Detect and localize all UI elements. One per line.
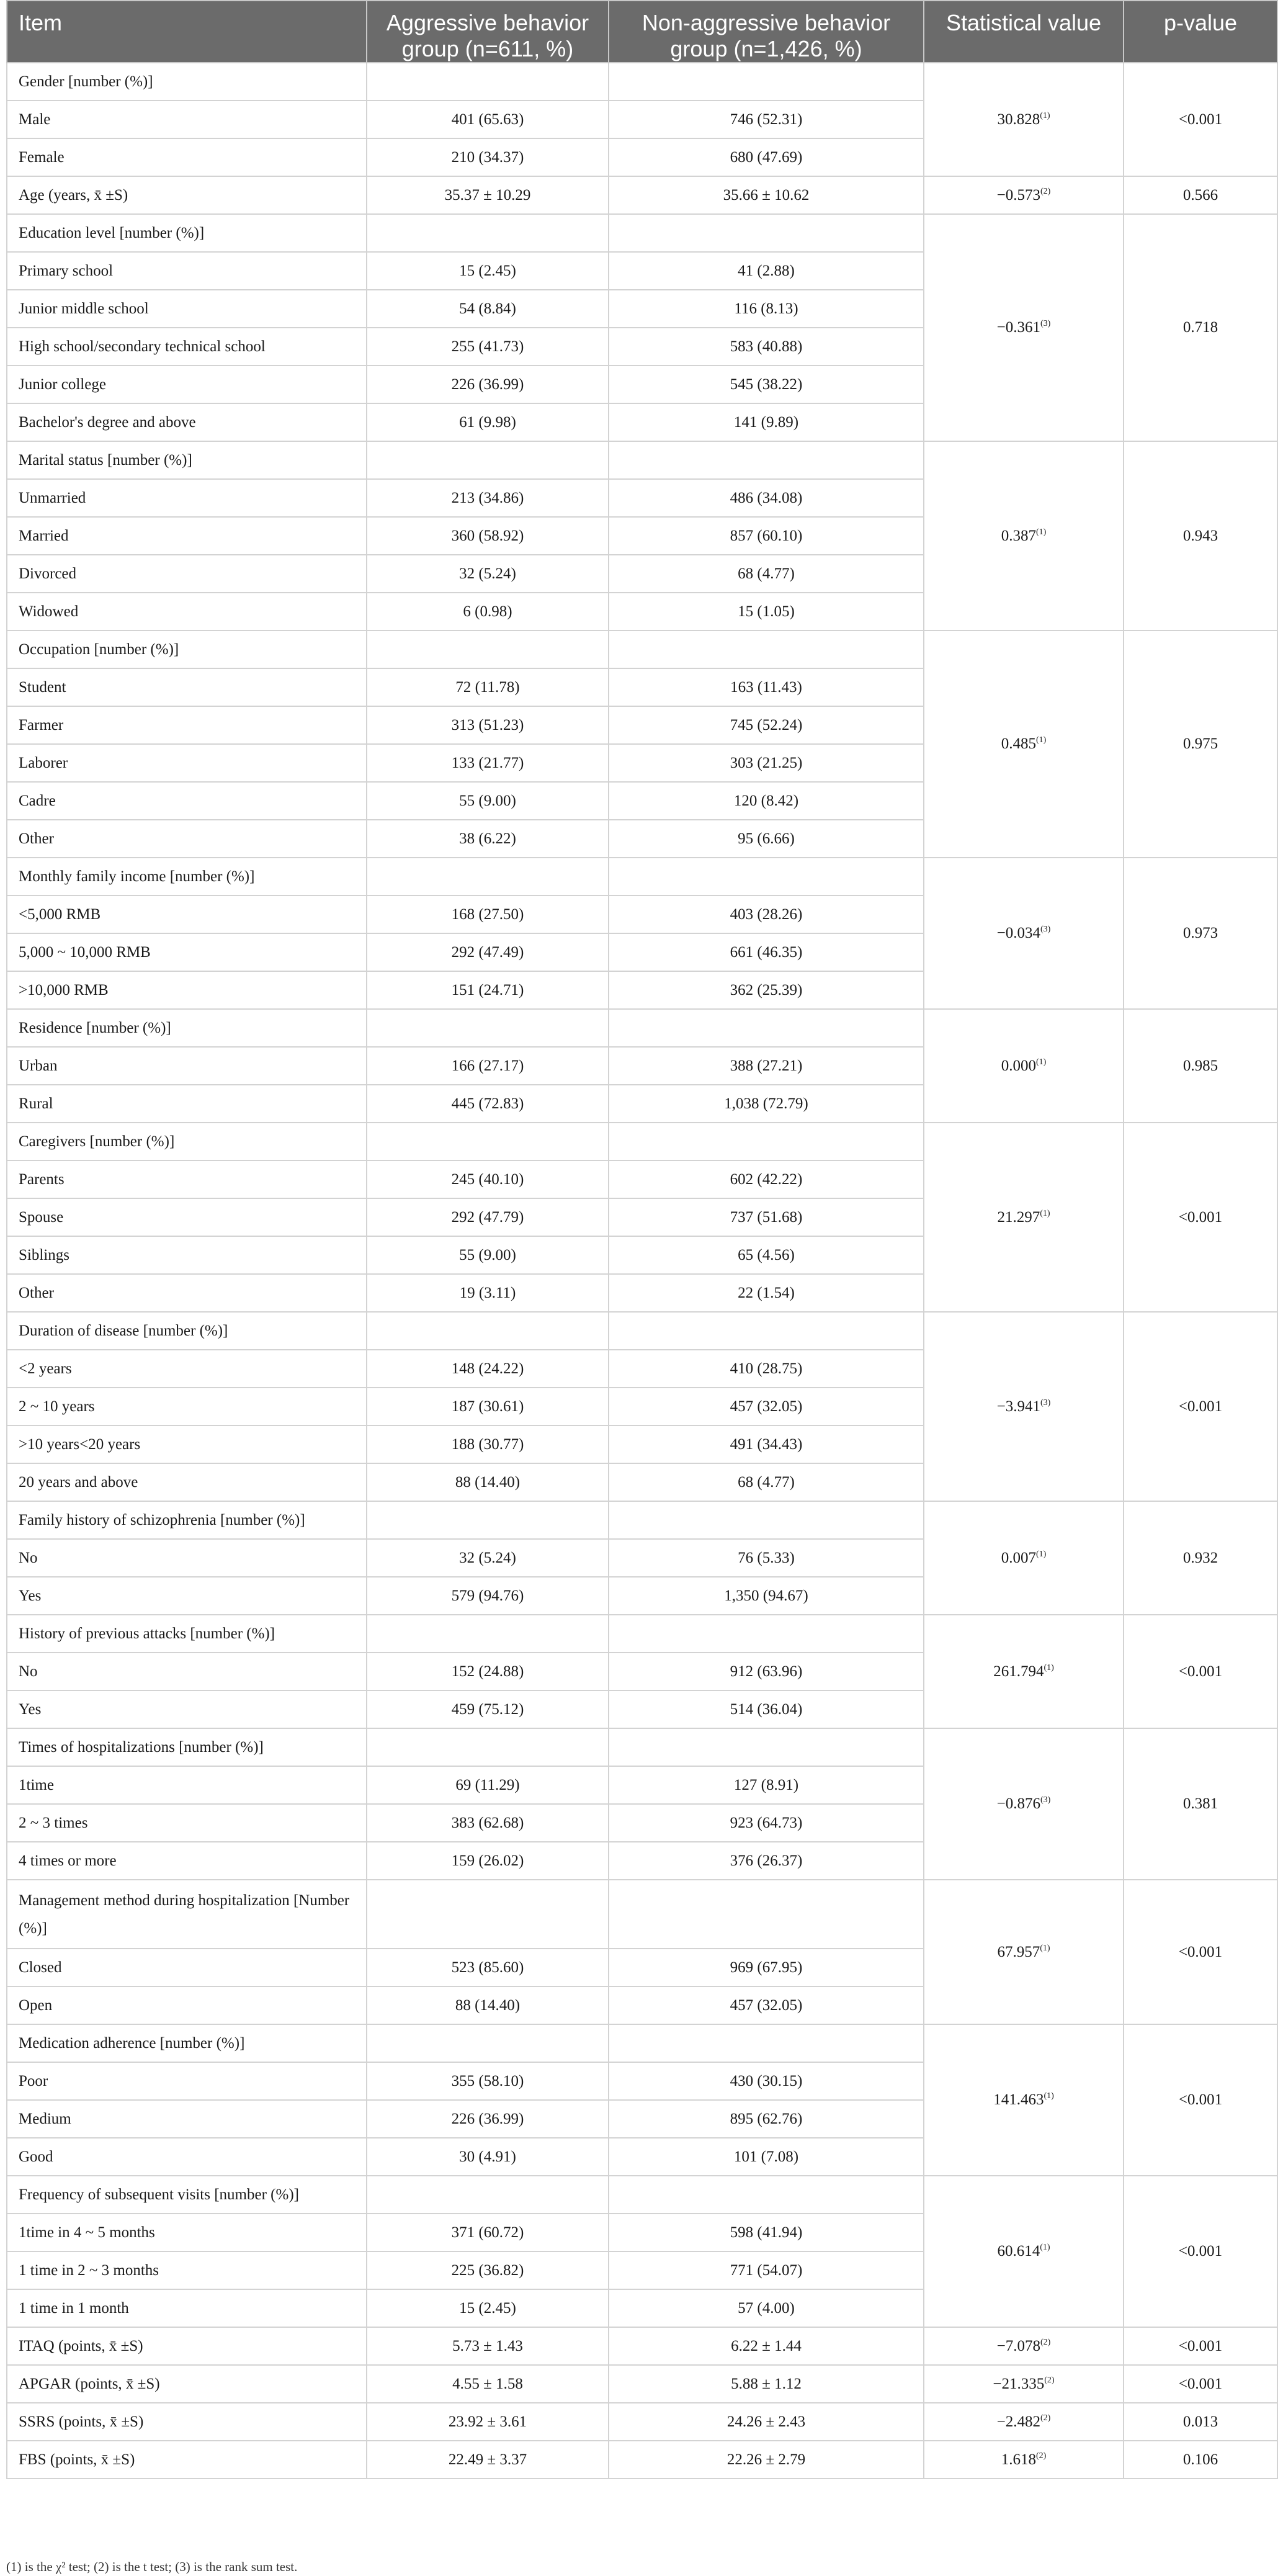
row-label: Good <box>7 2138 367 2176</box>
statistical-value-cell <box>924 441 1124 631</box>
aggressive-value: 148 (24.22) <box>367 1350 609 1388</box>
table-row <box>7 214 1277 252</box>
aggressive-value: 55 (9.00) <box>367 1236 609 1274</box>
table-row <box>7 2327 1277 2365</box>
row-label: Age (years, x̄ ±S) <box>7 176 367 214</box>
aggressive-value: 383 (62.68) <box>367 1804 609 1842</box>
table-container <box>6 0 1277 2479</box>
nonaggressive-value: 583 (40.88) <box>609 328 924 366</box>
statistical-value-cell <box>924 2441 1124 2479</box>
table-row <box>7 2403 1277 2441</box>
nonaggressive-value: 68 (4.77) <box>609 555 924 593</box>
aggressive-value <box>367 1728 609 1766</box>
aggressive-value: 245 (40.10) <box>367 1160 609 1198</box>
statistical-value: 261.794 <box>993 1663 1044 1680</box>
aggressive-value: 523 (85.60) <box>367 1949 609 1986</box>
p-value: 0.566 <box>1124 176 1277 214</box>
nonaggressive-value: 388 (27.21) <box>609 1047 924 1085</box>
header-item: Item <box>7 1 367 63</box>
aggressive-value: 401 (65.63) <box>367 101 609 138</box>
row-label: 1time in 4 ~ 5 months <box>7 2214 367 2251</box>
aggressive-value <box>367 858 609 895</box>
row-label: Male <box>7 101 367 138</box>
row-label: Closed <box>7 1949 367 1986</box>
aggressive-value: 579 (94.76) <box>367 1577 609 1615</box>
row-label: Gender [number (%)] <box>7 63 367 101</box>
p-value: 0.381 <box>1124 1728 1277 1880</box>
test-type-marker: (1) <box>1035 527 1047 537</box>
aggressive-value: 226 (36.99) <box>367 366 609 403</box>
nonaggressive-value: 486 (34.08) <box>609 479 924 517</box>
table-header <box>7 1 1277 63</box>
aggressive-value: 15 (2.45) <box>367 2289 609 2327</box>
row-label: Urban <box>7 1047 367 1085</box>
nonaggressive-value: 41 (2.88) <box>609 252 924 290</box>
aggressive-value <box>367 2024 609 2062</box>
nonaggressive-value: 57 (4.00) <box>609 2289 924 2327</box>
nonaggressive-value: 746 (52.31) <box>609 101 924 138</box>
nonaggressive-value <box>609 214 924 252</box>
aggressive-value <box>367 1312 609 1350</box>
test-type-marker: (3) <box>1040 1398 1051 1407</box>
nonaggressive-value: 376 (26.37) <box>609 1842 924 1880</box>
aggressive-value <box>367 441 609 479</box>
test-type-marker: (1) <box>1035 735 1047 745</box>
row-label: Occupation [number (%)] <box>7 631 367 668</box>
row-label: 5,000 ~ 10,000 RMB <box>7 933 367 971</box>
statistical-value: 1.618 <box>1001 2451 1036 2468</box>
row-label: No <box>7 1539 367 1577</box>
row-label: Junior college <box>7 366 367 403</box>
statistical-value-cell <box>924 2024 1124 2176</box>
test-type-marker: (3) <box>1040 925 1051 934</box>
test-type-marker: (3) <box>1040 1795 1051 1805</box>
header-aggressive-line2: group (n=611, %) <box>401 36 574 61</box>
header-nonaggressive-group <box>609 1 924 63</box>
aggressive-value <box>367 214 609 252</box>
aggressive-value: 88 (14.40) <box>367 1986 609 2024</box>
nonaggressive-value: 116 (8.13) <box>609 290 924 328</box>
statistical-value-cell <box>924 631 1124 858</box>
row-label: Family history of schizophrenia [number (%)] <box>7 1501 367 1539</box>
row-label: Education level [number (%)] <box>7 214 367 252</box>
aggressive-value <box>367 1123 609 1160</box>
nonaggressive-value <box>609 63 924 101</box>
row-label: Medium <box>7 2100 367 2138</box>
row-label: Monthly family income [number (%)] <box>7 858 367 895</box>
nonaggressive-value: 22.26 ± 2.79 <box>609 2441 924 2479</box>
row-label: Other <box>7 820 367 858</box>
table-row <box>7 2176 1277 2214</box>
p-value: <0.001 <box>1124 2024 1277 2176</box>
row-label: Poor <box>7 2062 367 2100</box>
nonaggressive-value: 895 (62.76) <box>609 2100 924 2138</box>
statistical-value: −2.482 <box>996 2413 1041 2430</box>
table-row <box>7 1728 1277 1766</box>
aggressive-value: 187 (30.61) <box>367 1388 609 1425</box>
statistical-value: 0.387 <box>1001 527 1036 544</box>
test-type-marker: (2) <box>1040 2413 1051 2423</box>
nonaggressive-value: 6.22 ± 1.44 <box>609 2327 924 2365</box>
test-type-marker: (1) <box>1044 2091 1054 2101</box>
test-type-marker: (1) <box>1040 1944 1050 1953</box>
table-row <box>7 441 1277 479</box>
nonaggressive-value: 24.26 ± 2.43 <box>609 2403 924 2441</box>
p-value: <0.001 <box>1124 63 1277 176</box>
header-aggressive-line1: Aggressive behavior <box>386 10 589 35</box>
statistical-value: 141.463 <box>993 2091 1044 2108</box>
test-type-marker: (2) <box>1040 2337 1051 2347</box>
nonaggressive-value: 1,350 (94.67) <box>609 1577 924 1615</box>
row-label: Laborer <box>7 744 367 782</box>
aggressive-value: 54 (8.84) <box>367 290 609 328</box>
test-type-marker: (2) <box>1035 2451 1047 2461</box>
nonaggressive-value: 457 (32.05) <box>609 1986 924 2024</box>
aggressive-value: 22.49 ± 3.37 <box>367 2441 609 2479</box>
nonaggressive-value: 745 (52.24) <box>609 706 924 744</box>
p-value: 0.975 <box>1124 631 1277 858</box>
nonaggressive-value: 602 (42.22) <box>609 1160 924 1198</box>
table-row <box>7 631 1277 668</box>
nonaggressive-value <box>609 441 924 479</box>
p-value: 0.718 <box>1124 214 1277 441</box>
nonaggressive-value: 430 (30.15) <box>609 2062 924 2100</box>
statistical-value: −21.335 <box>993 2375 1045 2392</box>
aggressive-value: 15 (2.45) <box>367 252 609 290</box>
aggressive-value: 188 (30.77) <box>367 1425 609 1463</box>
test-type-marker: (2) <box>1040 186 1051 196</box>
statistical-value: 21.297 <box>997 1208 1040 1226</box>
row-label: Rural <box>7 1085 367 1123</box>
nonaggressive-value: 141 (9.89) <box>609 403 924 441</box>
aggressive-value: 151 (24.71) <box>367 971 609 1009</box>
header-nonaggressive-line2: group (n=1,426, %) <box>670 36 862 61</box>
nonaggressive-value: 661 (46.35) <box>609 933 924 971</box>
aggressive-value <box>367 1615 609 1653</box>
row-label: 1time <box>7 1766 367 1804</box>
aggressive-value: 35.37 ± 10.29 <box>367 176 609 214</box>
aggressive-value: 152 (24.88) <box>367 1653 609 1690</box>
statistical-value: −7.078 <box>996 2337 1041 2354</box>
p-value: 0.106 <box>1124 2441 1277 2479</box>
row-label: <2 years <box>7 1350 367 1388</box>
row-label: Farmer <box>7 706 367 744</box>
aggressive-value: 159 (26.02) <box>367 1842 609 1880</box>
p-value: <0.001 <box>1124 2327 1277 2365</box>
statistical-value: −0.876 <box>996 1795 1041 1812</box>
nonaggressive-value: 95 (6.66) <box>609 820 924 858</box>
nonaggressive-value: 76 (5.33) <box>609 1539 924 1577</box>
statistical-value-cell <box>924 2403 1124 2441</box>
row-label: 2 ~ 10 years <box>7 1388 367 1425</box>
aggressive-value: 226 (36.99) <box>367 2100 609 2138</box>
statistical-value: 0.000 <box>1001 1057 1036 1074</box>
table-row <box>7 1312 1277 1350</box>
nonaggressive-value: 163 (11.43) <box>609 668 924 706</box>
aggressive-value: 32 (5.24) <box>367 1539 609 1577</box>
row-label: Frequency of subsequent visits [number (%)] <box>7 2176 367 2214</box>
aggressive-value: 38 (6.22) <box>367 820 609 858</box>
p-value: <0.001 <box>1124 2176 1277 2327</box>
nonaggressive-value: 737 (51.68) <box>609 1198 924 1236</box>
statistical-value: −0.573 <box>996 186 1041 204</box>
row-label: Management method during hospitalization [Number (%)] <box>7 1880 367 1949</box>
p-value: 0.973 <box>1124 858 1277 1009</box>
row-label: 1 time in 1 month <box>7 2289 367 2327</box>
statistical-value-cell <box>924 63 1124 176</box>
nonaggressive-value <box>609 2024 924 2062</box>
aggressive-value: 88 (14.40) <box>367 1463 609 1501</box>
p-value: 0.943 <box>1124 441 1277 631</box>
aggressive-value: 445 (72.83) <box>367 1085 609 1123</box>
row-label: Cadre <box>7 782 367 820</box>
statistical-value-cell <box>924 858 1124 1009</box>
statistical-value-cell <box>924 1009 1124 1123</box>
test-type-marker: (2) <box>1044 2375 1055 2385</box>
test-type-marker: (3) <box>1040 319 1051 328</box>
header-row <box>7 1 1277 63</box>
row-label: Primary school <box>7 252 367 290</box>
aggressive-value: 5.73 ± 1.43 <box>367 2327 609 2365</box>
nonaggressive-value: 1,038 (72.79) <box>609 1085 924 1123</box>
aggressive-value: 292 (47.79) <box>367 1198 609 1236</box>
header-nonaggressive-line1: Non-aggressive behavior <box>642 10 891 35</box>
statistical-value-cell <box>924 2365 1124 2403</box>
nonaggressive-value: 491 (34.43) <box>609 1425 924 1463</box>
nonaggressive-value <box>609 1123 924 1160</box>
table-row <box>7 2365 1277 2403</box>
nonaggressive-value: 598 (41.94) <box>609 2214 924 2251</box>
row-label: 2 ~ 3 times <box>7 1804 367 1842</box>
aggressive-value: 69 (11.29) <box>367 1766 609 1804</box>
nonaggressive-value: 101 (7.08) <box>609 2138 924 2176</box>
table-row <box>7 1501 1277 1539</box>
table-row <box>7 1615 1277 1653</box>
row-label: Divorced <box>7 555 367 593</box>
aggressive-value: 133 (21.77) <box>367 744 609 782</box>
aggressive-value: 61 (9.98) <box>367 403 609 441</box>
row-label: Open <box>7 1986 367 2024</box>
aggressive-value <box>367 1501 609 1539</box>
row-label: APGAR (points, x̄ ±S) <box>7 2365 367 2403</box>
statistical-value: 60.614 <box>997 2243 1040 2260</box>
statistical-value-cell <box>924 214 1124 441</box>
test-type-marker: (1) <box>1040 110 1050 120</box>
test-type-marker: (1) <box>1035 1057 1047 1067</box>
row-label: Yes <box>7 1690 367 1728</box>
statistical-value-cell <box>924 1728 1124 1880</box>
p-value: <0.001 <box>1124 1312 1277 1501</box>
aggressive-value: 210 (34.37) <box>367 138 609 176</box>
nonaggressive-value: 65 (4.56) <box>609 1236 924 1274</box>
nonaggressive-value: 35.66 ± 10.62 <box>609 176 924 214</box>
aggressive-value <box>367 1009 609 1047</box>
statistical-value: 0.485 <box>1001 735 1036 752</box>
nonaggressive-value: 403 (28.26) <box>609 895 924 933</box>
statistical-value-cell <box>924 1615 1124 1728</box>
aggressive-value: 371 (60.72) <box>367 2214 609 2251</box>
row-label: Widowed <box>7 593 367 631</box>
statistical-value: −0.361 <box>996 319 1041 336</box>
statistical-value: 67.957 <box>997 1944 1040 1960</box>
statistical-value-cell <box>924 2327 1124 2365</box>
aggressive-value: 32 (5.24) <box>367 555 609 593</box>
aggressive-value <box>367 1880 609 1949</box>
p-value: 0.932 <box>1124 1501 1277 1615</box>
row-label: Married <box>7 517 367 555</box>
nonaggressive-value <box>609 1312 924 1350</box>
row-label: Parents <box>7 1160 367 1198</box>
aggressive-value: 360 (58.92) <box>367 517 609 555</box>
aggressive-value: 225 (36.82) <box>367 2251 609 2289</box>
row-label: >10 years<20 years <box>7 1425 367 1463</box>
aggressive-value: 23.92 ± 3.61 <box>367 2403 609 2441</box>
statistical-value-cell <box>924 2176 1124 2327</box>
table-row <box>7 1880 1277 1949</box>
nonaggressive-value: 771 (54.07) <box>609 2251 924 2289</box>
nonaggressive-value: 545 (38.22) <box>609 366 924 403</box>
aggressive-value: 292 (47.49) <box>367 933 609 971</box>
row-label: Unmarried <box>7 479 367 517</box>
p-value: <0.001 <box>1124 2365 1277 2403</box>
nonaggressive-value: 68 (4.77) <box>609 1463 924 1501</box>
statistical-value-cell <box>924 1501 1124 1615</box>
statistical-value: 0.007 <box>1001 1549 1036 1566</box>
nonaggressive-value: 5.88 ± 1.12 <box>609 2365 924 2403</box>
nonaggressive-value: 923 (64.73) <box>609 1804 924 1842</box>
aggressive-value: 166 (27.17) <box>367 1047 609 1085</box>
row-label: Student <box>7 668 367 706</box>
statistical-value-cell <box>924 176 1124 214</box>
row-label: Medication adherence [number (%)] <box>7 2024 367 2062</box>
nonaggressive-value <box>609 858 924 895</box>
nonaggressive-value: 22 (1.54) <box>609 1274 924 1312</box>
table-row <box>7 858 1277 895</box>
aggressive-value: 213 (34.86) <box>367 479 609 517</box>
row-label: Yes <box>7 1577 367 1615</box>
row-label: FBS (points, x̄ ±S) <box>7 2441 367 2479</box>
table-row <box>7 1123 1277 1160</box>
aggressive-value: 355 (58.10) <box>367 2062 609 2100</box>
p-value: <0.001 <box>1124 1615 1277 1728</box>
row-label: SSRS (points, x̄ ±S) <box>7 2403 367 2441</box>
p-value: 0.013 <box>1124 2403 1277 2441</box>
header-statistical-value: Statistical value <box>924 1 1124 63</box>
row-label: >10,000 RMB <box>7 971 367 1009</box>
nonaggressive-value <box>609 1615 924 1653</box>
aggressive-value: 459 (75.12) <box>367 1690 609 1728</box>
aggressive-value: 255 (41.73) <box>367 328 609 366</box>
p-value: <0.001 <box>1124 1123 1277 1312</box>
row-label: Caregivers [number (%)] <box>7 1123 367 1160</box>
row-label: Bachelor's degree and above <box>7 403 367 441</box>
p-value: 0.985 <box>1124 1009 1277 1123</box>
aggressive-value: 313 (51.23) <box>367 706 609 744</box>
nonaggressive-value <box>609 631 924 668</box>
nonaggressive-value: 457 (32.05) <box>609 1388 924 1425</box>
row-label: <5,000 RMB <box>7 895 367 933</box>
row-label: Residence [number (%)] <box>7 1009 367 1047</box>
aggressive-value <box>367 631 609 668</box>
p-value: <0.001 <box>1124 1880 1277 2024</box>
nonaggressive-value <box>609 1501 924 1539</box>
aggressive-value: 30 (4.91) <box>367 2138 609 2176</box>
row-label: Marital status [number (%)] <box>7 441 367 479</box>
row-label: Junior middle school <box>7 290 367 328</box>
header-aggressive-group <box>367 1 609 63</box>
aggressive-value: 4.55 ± 1.58 <box>367 2365 609 2403</box>
test-type-marker: (1) <box>1044 1663 1054 1672</box>
row-label: 20 years and above <box>7 1463 367 1501</box>
nonaggressive-value: 362 (25.39) <box>609 971 924 1009</box>
nonaggressive-value <box>609 1880 924 1949</box>
statistical-value: −0.034 <box>996 925 1041 941</box>
nonaggressive-value: 15 (1.05) <box>609 593 924 631</box>
nonaggressive-value: 857 (60.10) <box>609 517 924 555</box>
aggressive-value <box>367 63 609 101</box>
table-row <box>7 2024 1277 2062</box>
nonaggressive-value: 120 (8.42) <box>609 782 924 820</box>
aggressive-value <box>367 2176 609 2214</box>
row-label: 1 time in 2 ~ 3 months <box>7 2251 367 2289</box>
table-footnote: (1) is the χ² test; (2) is the t test; (3) is the rank sum test. <box>6 2559 298 2574</box>
row-label: Duration of disease [number (%)] <box>7 1312 367 1350</box>
aggressive-value: 6 (0.98) <box>367 593 609 631</box>
row-label: Spouse <box>7 1198 367 1236</box>
table-row <box>7 1009 1277 1047</box>
table-row <box>7 176 1277 214</box>
statistical-value-cell <box>924 1123 1124 1312</box>
row-label: 4 times or more <box>7 1842 367 1880</box>
table-body <box>7 63 1277 2479</box>
header-p-value: p-value <box>1124 1 1277 63</box>
row-label: History of previous attacks [number (%)] <box>7 1615 367 1653</box>
row-label: ITAQ (points, x̄ ±S) <box>7 2327 367 2365</box>
nonaggressive-value <box>609 2176 924 2214</box>
table-row <box>7 2441 1277 2479</box>
nonaggressive-value: 680 (47.69) <box>609 138 924 176</box>
nonaggressive-value: 127 (8.91) <box>609 1766 924 1804</box>
aggressive-value: 55 (9.00) <box>367 782 609 820</box>
nonaggressive-value: 912 (63.96) <box>609 1653 924 1690</box>
aggressive-value: 19 (3.11) <box>367 1274 609 1312</box>
table-row <box>7 63 1277 101</box>
nonaggressive-value <box>609 1728 924 1766</box>
row-label: No <box>7 1653 367 1690</box>
test-type-marker: (1) <box>1040 1208 1050 1218</box>
aggressive-value: 168 (27.50) <box>367 895 609 933</box>
data-table <box>6 0 1278 2479</box>
row-label: Siblings <box>7 1236 367 1274</box>
nonaggressive-value: 514 (36.04) <box>609 1690 924 1728</box>
test-type-marker: (1) <box>1040 2243 1050 2252</box>
nonaggressive-value <box>609 1009 924 1047</box>
test-type-marker: (1) <box>1035 1549 1047 1559</box>
statistical-value: 30.828 <box>997 110 1040 128</box>
nonaggressive-value: 969 (67.95) <box>609 1949 924 1986</box>
statistical-value: −3.941 <box>996 1398 1041 1415</box>
aggressive-value: 72 (11.78) <box>367 668 609 706</box>
nonaggressive-value: 303 (21.25) <box>609 744 924 782</box>
nonaggressive-value: 410 (28.75) <box>609 1350 924 1388</box>
row-label: High school/secondary technical school <box>7 328 367 366</box>
row-label: Other <box>7 1274 367 1312</box>
row-label: Times of hospitalizations [number (%)] <box>7 1728 367 1766</box>
statistical-value-cell <box>924 1880 1124 2024</box>
row-label: Female <box>7 138 367 176</box>
statistical-value-cell <box>924 1312 1124 1501</box>
